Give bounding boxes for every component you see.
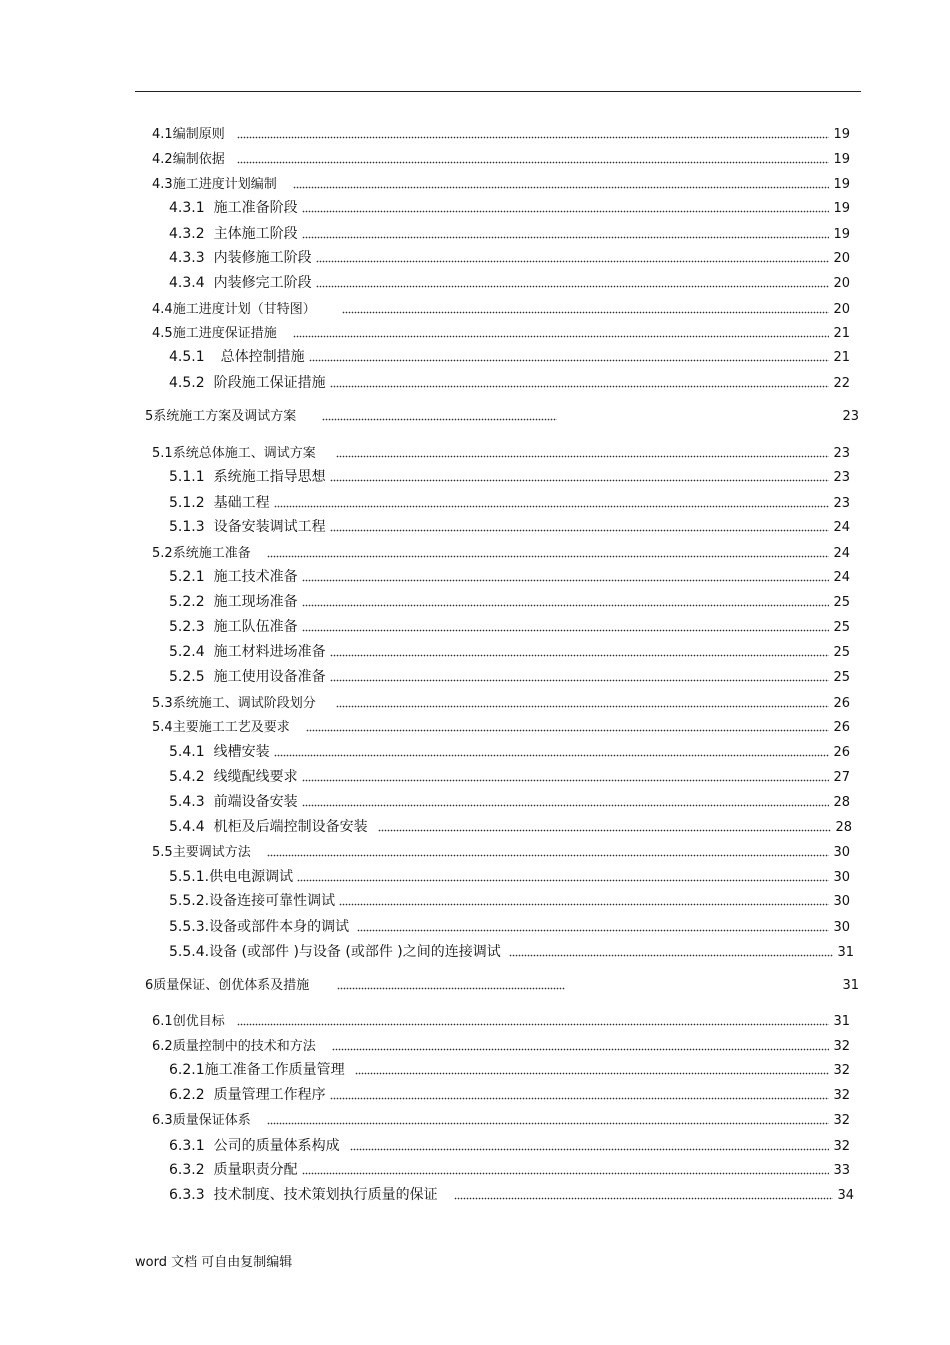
- entry-page: 30: [833, 845, 850, 860]
- entry-number: 5.1.3: [169, 519, 205, 535]
- entry-title: 编制原则: [172, 127, 225, 142]
- dot-leader: [316, 274, 830, 288]
- toc-entry[interactable]: [152, 124, 850, 144]
- dot-leader: [330, 468, 830, 482]
- entry-page: 32: [833, 1113, 850, 1128]
- toc-entry[interactable]: [169, 767, 850, 787]
- toc-entry[interactable]: [145, 406, 859, 426]
- entry-title: 技术制度、技术策划执行质量的保证: [213, 1187, 438, 1203]
- entry-title: 系统施工、调试阶段划分: [172, 696, 316, 711]
- entry-page: 31: [842, 978, 859, 993]
- entry-number: 4.1: [152, 127, 173, 142]
- dot-leader: [302, 618, 830, 632]
- entry-number: 6.1: [152, 1014, 173, 1029]
- entry-page: 28: [835, 820, 852, 835]
- entry-title: 施工准备阶段: [213, 200, 298, 216]
- entry-title: 总体控制措施: [220, 349, 305, 365]
- entry-page: 25: [833, 595, 850, 610]
- entry-title: 阶段施工保证措施: [213, 375, 326, 391]
- footer-note: word 文档 可自由复制编辑: [135, 1255, 293, 1270]
- toc-entry[interactable]: [169, 742, 850, 762]
- toc-entry[interactable]: [169, 273, 850, 293]
- entry-title: 施工技术准备: [213, 569, 298, 585]
- entry-title: 主体施工阶段: [213, 226, 298, 242]
- entry-title: 系统施工指导思想: [213, 469, 326, 485]
- entry-page: 32: [833, 1039, 850, 1054]
- entry-page: 19: [833, 127, 850, 142]
- entry-number: 5.2.3: [169, 619, 205, 635]
- entry-title: 主要调试方法: [172, 845, 251, 860]
- entry-title: 施工队伍准备: [213, 619, 298, 635]
- entry-number: 5.4.3: [169, 794, 205, 810]
- dot-leader: [330, 374, 830, 388]
- entry-title: 公司的质量体系构成: [213, 1138, 340, 1154]
- entry-page: 34: [837, 1188, 854, 1203]
- toc-entry[interactable]: [169, 224, 850, 244]
- entry-number: 5.5.3.: [169, 919, 210, 935]
- toc-entry[interactable]: [169, 467, 850, 487]
- entry-page: 21: [833, 350, 850, 365]
- entry-title: 内装修完工阶段: [213, 275, 312, 291]
- dot-leader: [336, 444, 830, 458]
- entry-number: 4.3.3: [169, 250, 205, 266]
- entry-page: 24: [833, 520, 850, 535]
- dot-leader: [302, 225, 830, 239]
- toc-entry[interactable]: [169, 517, 850, 537]
- dot-leader: [509, 943, 834, 957]
- entry-number: 5: [145, 409, 154, 424]
- dot-leader: [237, 150, 830, 164]
- entry-number: 5.5.2.: [169, 893, 210, 909]
- entry-page: 23: [842, 409, 859, 424]
- entry-number: 6.3: [152, 1113, 173, 1128]
- entry-page: 26: [833, 745, 850, 760]
- entry-page: 25: [833, 670, 850, 685]
- entry-number: 5.1.1: [169, 469, 205, 485]
- entry-page: 26: [833, 696, 850, 711]
- toc-entry[interactable]: [152, 842, 850, 862]
- entry-number: 5.3: [152, 696, 173, 711]
- entry-page: 19: [833, 177, 850, 192]
- dot-leader: [330, 668, 830, 682]
- toc-entry[interactable]: [152, 693, 850, 713]
- entry-number: 5.5: [152, 845, 173, 860]
- entry-page: 19: [833, 152, 850, 167]
- entry-page: 27: [833, 770, 850, 785]
- toc-entry[interactable]: [152, 299, 850, 319]
- dot-leader: [350, 1137, 830, 1151]
- entry-page: 23: [833, 496, 850, 511]
- entry-page: 25: [833, 645, 850, 660]
- entry-page: 22: [833, 376, 850, 391]
- toc-entry[interactable]: [169, 493, 850, 513]
- dot-leader: [274, 743, 830, 757]
- dot-leader: [302, 568, 830, 582]
- entry-number: 5.2.1: [169, 569, 205, 585]
- dot-leader: [337, 976, 565, 990]
- entry-title: 机柜及后端控制设备安装: [213, 819, 368, 835]
- dot-leader: [302, 593, 830, 607]
- entry-number: 6.3.1: [169, 1138, 205, 1154]
- dot-leader: [336, 694, 830, 708]
- toc-entry[interactable]: [152, 543, 850, 563]
- entry-page: 26: [833, 720, 850, 735]
- toc-entry[interactable]: [169, 1185, 854, 1205]
- entry-page: 20: [833, 251, 850, 266]
- toc-entry[interactable]: [169, 917, 850, 937]
- entry-page: 19: [833, 201, 850, 216]
- entry-page: 28: [833, 795, 850, 810]
- dot-leader: [378, 818, 832, 832]
- entry-number: 5.4.2: [169, 769, 205, 785]
- entry-page: 23: [833, 446, 850, 461]
- dot-leader: [316, 249, 830, 263]
- entry-number: 5.4.4: [169, 819, 205, 835]
- entry-title: 质量职责分配: [213, 1162, 298, 1178]
- toc-entry[interactable]: [169, 817, 852, 837]
- toc-entry[interactable]: [169, 1160, 850, 1180]
- entry-number: 5.2.5: [169, 669, 205, 685]
- entry-title: 质量保证、创优体系及措施: [153, 978, 310, 993]
- entry-page: 31: [837, 945, 854, 960]
- dot-leader: [302, 1161, 830, 1175]
- entry-number: 5.2.2: [169, 594, 205, 610]
- dot-leader: [267, 843, 830, 857]
- entry-page: 19: [833, 227, 850, 242]
- dot-leader: [454, 1186, 834, 1200]
- toc-entry[interactable]: [152, 443, 850, 463]
- entry-page: 30: [833, 894, 850, 909]
- entry-title: 创优目标: [172, 1014, 225, 1029]
- entry-title: 设备安装调试工程: [213, 519, 326, 535]
- entry-page: 21: [833, 326, 850, 341]
- entry-title: 质量控制中的技术和方法: [172, 1039, 316, 1054]
- entry-number: 5.1.2: [169, 495, 205, 511]
- toc-entry[interactable]: [152, 323, 850, 343]
- entry-title: 施工材料进场准备: [213, 644, 326, 660]
- entry-title: 基础工程: [213, 495, 270, 511]
- entry-title: 主要施工工艺及要求: [172, 720, 290, 735]
- dot-leader: [267, 544, 830, 558]
- entry-title: 系统总体施工、调试方案: [172, 446, 316, 461]
- entry-number: 6.2.1: [169, 1062, 205, 1078]
- entry-page: 31: [833, 1014, 850, 1029]
- toc-entry[interactable]: [169, 617, 850, 637]
- toc-entry[interactable]: [152, 174, 850, 194]
- entry-number: 6: [145, 978, 154, 993]
- entry-page: 30: [833, 920, 850, 935]
- entry-title: 前端设备安装: [213, 794, 298, 810]
- entry-title: 施工进度计划编制: [172, 177, 277, 192]
- toc-entry[interactable]: [152, 1011, 850, 1031]
- dot-leader: [293, 324, 830, 338]
- toc-entry[interactable]: [169, 667, 850, 687]
- dot-leader: [306, 718, 830, 732]
- entry-number: 4.5.2: [169, 375, 205, 391]
- toc-entry[interactable]: [169, 891, 850, 911]
- entry-number: 5.2.4: [169, 644, 205, 660]
- entry-number: 5.5.1.: [169, 869, 210, 885]
- toc-entry[interactable]: [169, 1136, 850, 1156]
- dot-leader: [342, 300, 830, 314]
- entry-title: 施工进度计划（甘特图）: [172, 302, 316, 317]
- toc-entry[interactable]: [169, 942, 854, 962]
- entry-page: 24: [833, 570, 850, 585]
- entry-number: 5.1: [152, 446, 173, 461]
- dot-leader: [357, 918, 829, 932]
- entry-page: 20: [833, 302, 850, 317]
- entry-number: 4.5: [152, 326, 173, 341]
- entry-title: 供电电源调试: [209, 869, 294, 885]
- dot-leader: [330, 643, 830, 657]
- toc-entry[interactable]: [169, 198, 850, 218]
- entry-page: 20: [833, 276, 850, 291]
- dot-leader: [237, 1012, 830, 1026]
- entry-number: 6.2.2: [169, 1087, 205, 1103]
- dot-leader: [302, 768, 830, 782]
- dot-leader: [297, 868, 829, 882]
- toc-entry[interactable]: [169, 567, 850, 587]
- entry-title: 线缆配线要求: [213, 769, 298, 785]
- entry-title: 系统施工方案及调试方案: [153, 409, 297, 424]
- dot-leader: [330, 1086, 830, 1100]
- dot-leader: [355, 1061, 830, 1075]
- dot-leader: [330, 518, 830, 532]
- entry-number: 4.3.1: [169, 200, 205, 216]
- dot-leader: [322, 407, 557, 421]
- entry-title: 线槽安装: [213, 744, 270, 760]
- entry-title: 质量管理工作程序: [213, 1087, 326, 1103]
- toc-entry[interactable]: [169, 592, 850, 612]
- entry-number: 4.4: [152, 302, 173, 317]
- entry-page: 23: [833, 470, 850, 485]
- entry-page: 24: [833, 546, 850, 561]
- toc-entry[interactable]: [169, 248, 850, 268]
- dot-leader: [332, 1037, 830, 1051]
- entry-number: 4.5.1: [169, 349, 205, 365]
- entry-title: 施工现场准备: [213, 594, 298, 610]
- entry-page: 30: [833, 870, 850, 885]
- entry-title: 系统施工准备: [172, 546, 251, 561]
- entry-number: 6.3.3: [169, 1187, 205, 1203]
- entry-title: 设备或部件本身的调试: [209, 919, 350, 935]
- entry-title: 编制依据: [172, 152, 225, 167]
- entry-page: 32: [833, 1088, 850, 1103]
- dot-leader: [309, 348, 830, 362]
- entry-title: 内装修施工阶段: [213, 250, 312, 266]
- dot-leader: [302, 793, 830, 807]
- entry-page: 33: [833, 1163, 850, 1178]
- entry-page: 25: [833, 620, 850, 635]
- toc-entry[interactable]: [169, 867, 850, 887]
- dot-leader: [237, 125, 830, 139]
- entry-title: 施工使用设备准备: [213, 669, 326, 685]
- entry-title: 施工进度保证措施: [172, 326, 277, 341]
- entry-number: 4.2: [152, 152, 173, 167]
- toc-entry[interactable]: [169, 1060, 850, 1080]
- entry-page: 32: [833, 1139, 850, 1154]
- entry-page: 32: [833, 1063, 850, 1078]
- dot-leader: [293, 175, 830, 189]
- entry-number: 5.5.4.: [169, 944, 210, 960]
- toc-entry[interactable]: [152, 149, 850, 169]
- entry-title: 施工准备工作质量管理: [204, 1062, 345, 1078]
- entry-title: 设备 (或部件 )与设备 (或部件 )之间的连接调试: [209, 944, 501, 960]
- entry-title: 质量保证体系: [172, 1113, 251, 1128]
- entry-number: 6.3.2: [169, 1162, 205, 1178]
- dot-leader: [274, 494, 830, 508]
- toc-entry[interactable]: [169, 347, 850, 367]
- toc-entry[interactable]: [169, 373, 850, 393]
- dot-leader: [302, 199, 830, 213]
- dot-leader: [339, 892, 829, 906]
- entry-number: 5.4: [152, 720, 173, 735]
- entry-number: 5.4.1: [169, 744, 205, 760]
- entry-number: 4.3: [152, 177, 173, 192]
- dot-leader: [267, 1111, 830, 1125]
- entry-number: 6.2: [152, 1039, 173, 1054]
- toc-entry[interactable]: [152, 1110, 850, 1130]
- entry-number: 4.3.2: [169, 226, 205, 242]
- toc-entry[interactable]: [169, 1085, 850, 1105]
- header-rule: [135, 91, 861, 92]
- toc-entry[interactable]: [145, 975, 859, 995]
- toc-entry[interactable]: [152, 1036, 850, 1056]
- toc-entry[interactable]: [169, 792, 850, 812]
- toc-entry[interactable]: [169, 642, 850, 662]
- toc-entry[interactable]: [152, 717, 850, 737]
- entry-number: 4.3.4: [169, 275, 205, 291]
- entry-title: 设备连接可靠性调试: [209, 893, 336, 909]
- entry-number: 5.2: [152, 546, 173, 561]
